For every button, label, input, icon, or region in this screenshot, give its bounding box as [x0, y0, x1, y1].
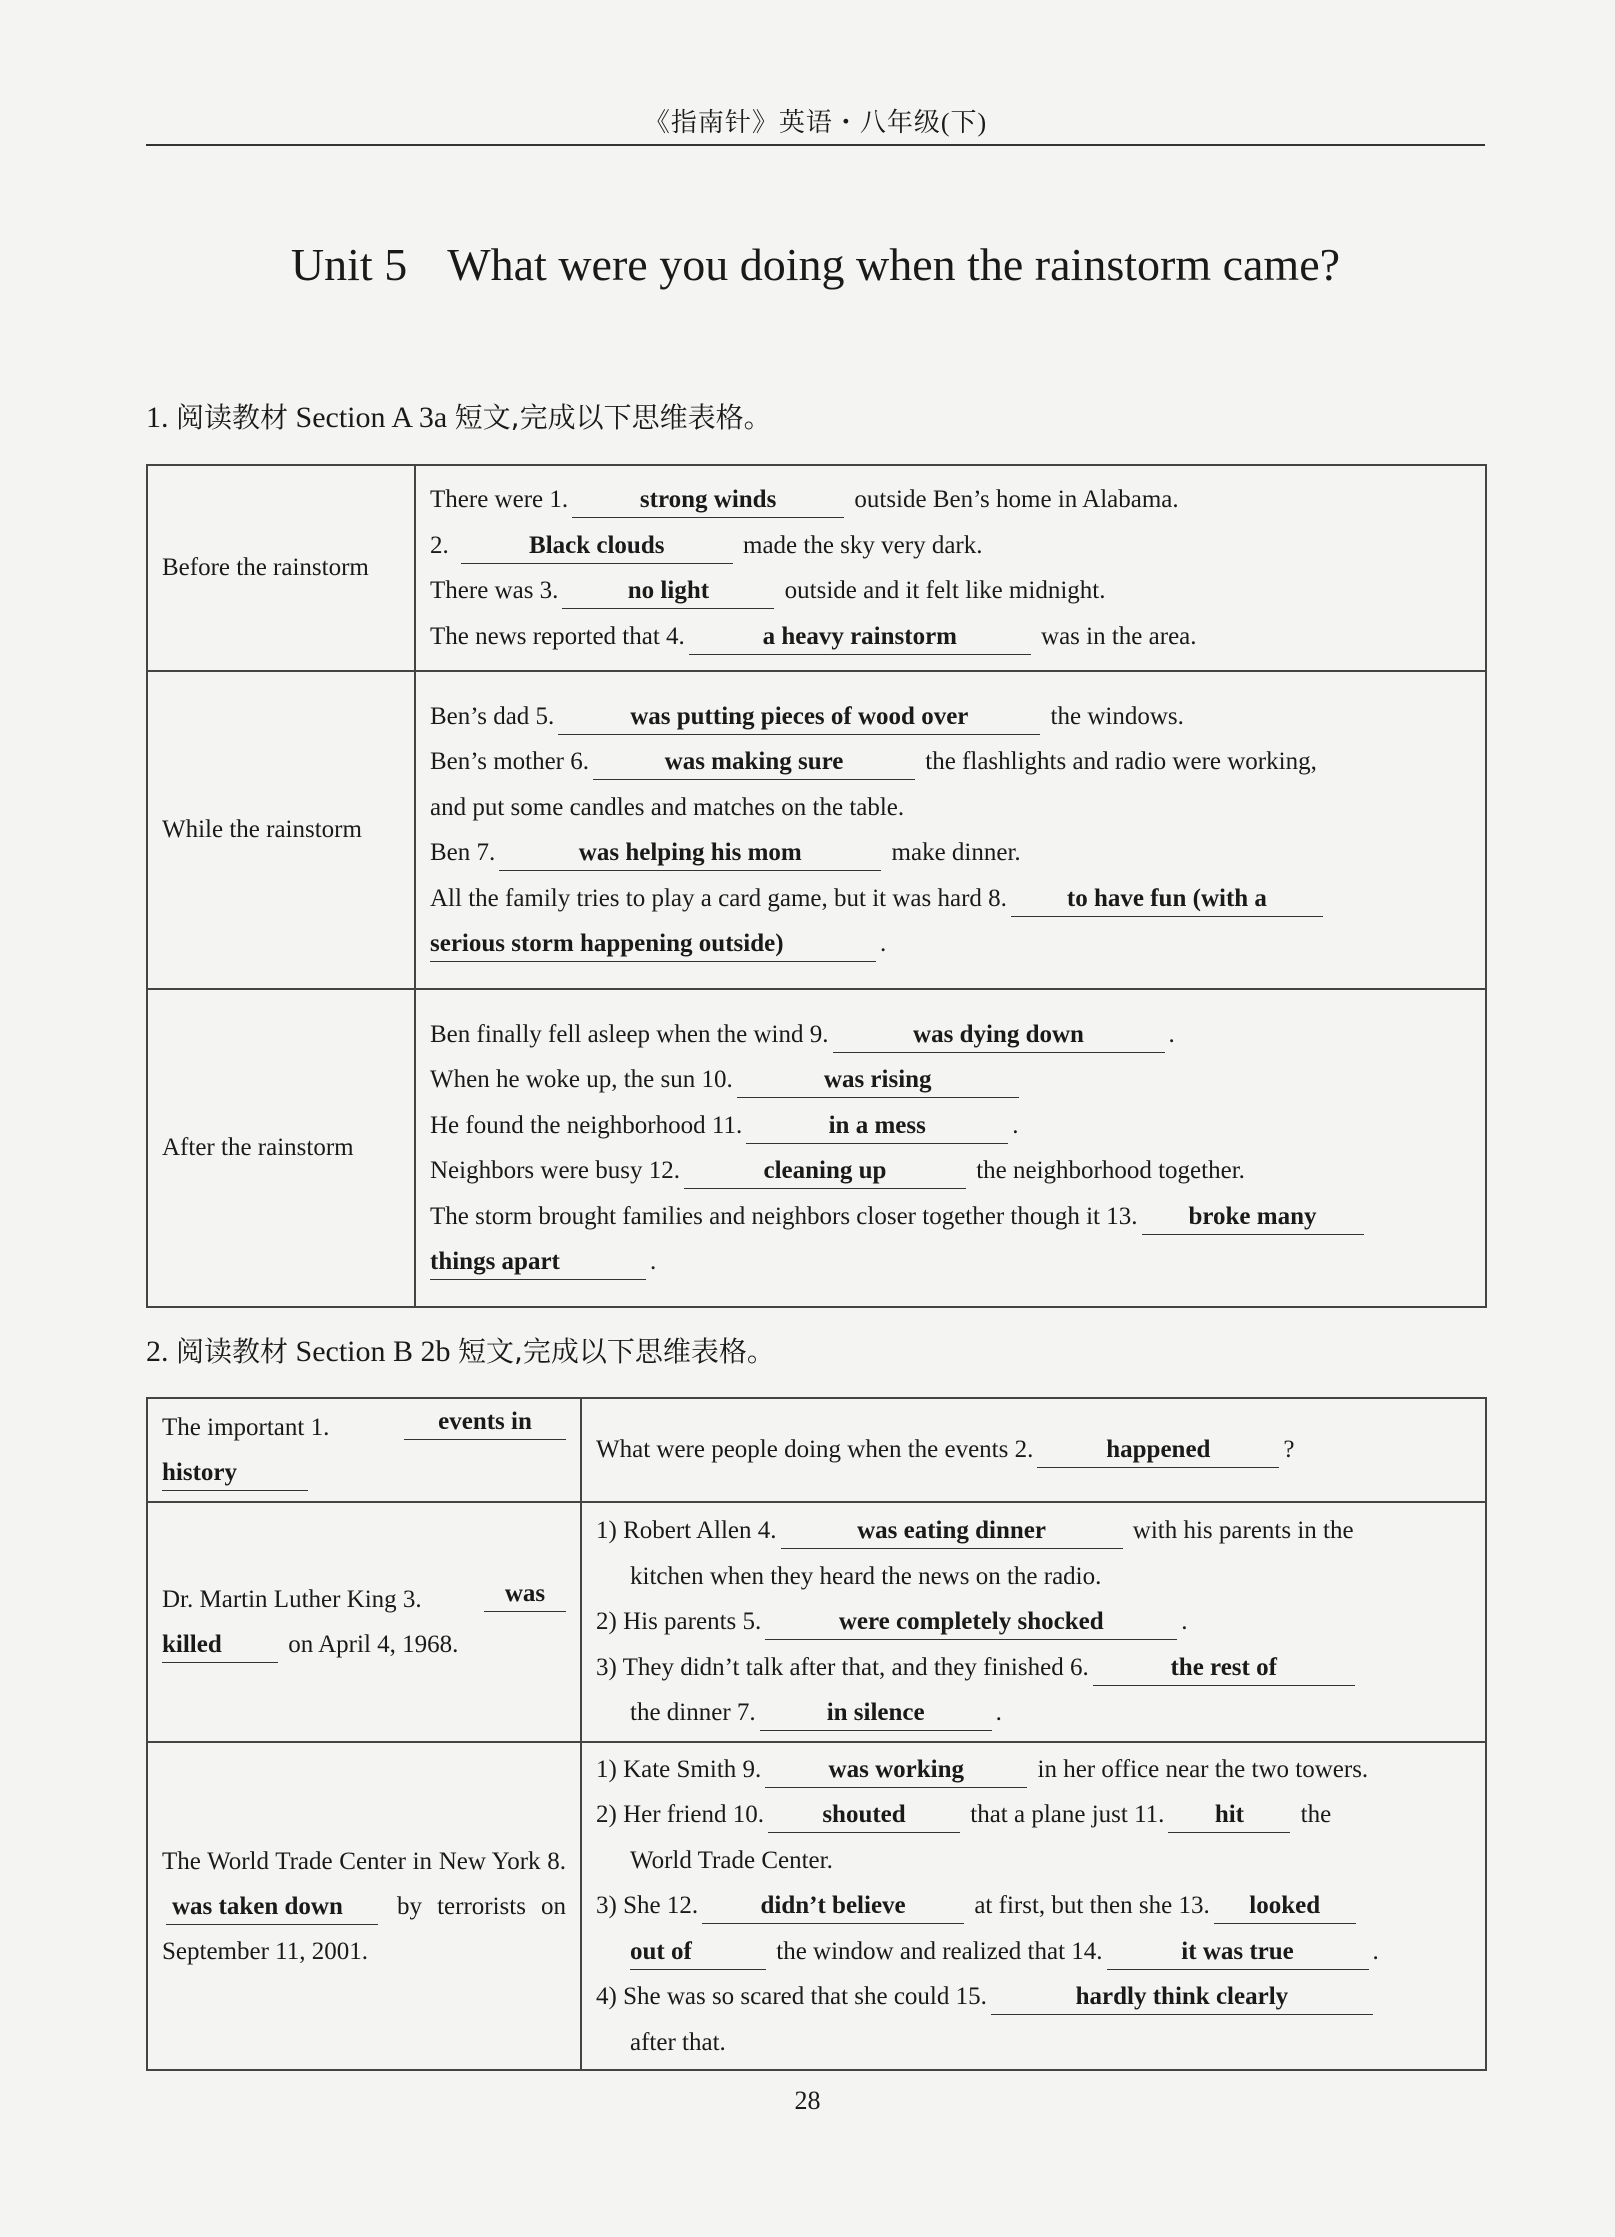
page-number: 28: [794, 2086, 821, 2115]
row-label: Before the rainstorm: [147, 465, 415, 671]
fill-line: and put some candles and matches on the table.: [430, 793, 905, 821]
answer-blank: broke many: [1142, 1200, 1364, 1235]
section-1-en: Section A 3a: [295, 401, 448, 434]
answer-blank: hardly think clearly: [991, 1980, 1373, 2015]
fill-line: World Trade Center.: [630, 1846, 833, 1874]
fill-line: Ben finally fell asleep when the wind 9. was dying down .: [430, 1012, 1471, 1058]
unit-title: [146, 238, 1485, 291]
answer-blank: killed: [162, 1628, 278, 1663]
fill-line: 4) She was so scared that she could 15. hardly think clearly: [596, 1974, 1471, 2020]
answer-blank: hit: [1168, 1798, 1290, 1833]
answer-blank: in a mess: [746, 1109, 1008, 1144]
section-2-number: 2.: [146, 1335, 169, 1368]
fill-line: The news reported that 4. a heavy rainstorm was in the area.: [430, 614, 1471, 660]
fill-line: serious storm happening outside) .: [430, 921, 1471, 967]
fill-line: 2) His parents 5. were completely shocked .: [596, 1599, 1471, 1645]
row-content: [581, 1742, 1486, 2070]
answer-blank: was making sure: [593, 745, 915, 780]
answer-blank: happened: [1037, 1433, 1279, 1468]
section-2-en: Section B 2b: [295, 1335, 451, 1368]
mind-table-2: [146, 1397, 1487, 2071]
answer-blank: things apart: [430, 1245, 646, 1280]
row-content: [581, 1502, 1486, 1742]
fill-line: There was 3. no light outside and it felt like midnight.: [430, 568, 1471, 614]
fill-line: Ben’s mother 6. was making sure the flashlights and radio were working,: [430, 739, 1471, 785]
fill-line: Ben 7. was helping his mom make dinner.: [430, 830, 1471, 876]
fill-line: 2. Black clouds made the sky very dark.: [430, 523, 1471, 569]
fill-line: kitchen when they heard the news on the radio.: [630, 1562, 1102, 1590]
row-content: [415, 989, 1486, 1307]
table-header-row: [147, 1398, 1486, 1502]
answer-blank: history: [162, 1456, 308, 1491]
answer-blank: it was true: [1107, 1935, 1369, 1970]
answer-blank: shouted: [768, 1798, 960, 1833]
unit-label: Unit 5: [290, 239, 408, 290]
answer-blank: looked: [1214, 1889, 1356, 1924]
event-cell: Dr. Martin Luther King 3. was killed on April 4, 1968.: [147, 1502, 581, 1742]
answer-blank: was eating dinner: [781, 1514, 1123, 1549]
fill-line: 3) They didn’t talk after that, and they finished 6. the rest of: [596, 1645, 1471, 1691]
answer-blank: was taken down: [166, 1890, 378, 1925]
unit-heading: What were you doing when the rainstorm came?: [447, 239, 1341, 290]
section-1-zh-a: 阅读教材: [176, 401, 289, 434]
answer-blank: out of: [630, 1935, 766, 1970]
mind-table-1: [146, 464, 1487, 1308]
answer-blank: in silence: [760, 1696, 992, 1731]
fill-line: 2) Her friend 10. shouted that a plane just 11. hit the: [596, 1792, 1471, 1838]
answer-blank: serious storm happening outside): [430, 927, 876, 962]
section-2-zh-b: 短文,完成以下思维表格。: [458, 1335, 775, 1368]
answer-blank: was putting pieces of wood over: [558, 700, 1040, 735]
section-1-zh-b: 短文,完成以下思维表格。: [454, 401, 772, 434]
row-label: After the rainstorm: [147, 989, 415, 1307]
answer-blank: was rising: [737, 1063, 1019, 1098]
table-row: [147, 989, 1486, 1307]
header-rule: [146, 144, 1485, 146]
answer-blank: strong winds: [572, 483, 844, 518]
running-header: 《指南针》英语・八年级(下): [643, 108, 988, 137]
answer-blank: no light: [562, 574, 774, 609]
answer-blank: was working: [765, 1753, 1027, 1788]
fill-line: Neighbors were busy 12. cleaning up the neighborhood together.: [430, 1148, 1471, 1194]
section-1-number: 1.: [146, 401, 169, 434]
section-1-title: [146, 396, 772, 436]
answer-blank: was helping his mom: [499, 836, 881, 871]
fill-line: 3) She 12. didn’t believe at first, but then she 13. looked: [596, 1883, 1471, 1929]
fill-line: out of the window and realized that 14. it was true .: [596, 1929, 1471, 1975]
answer-blank: didn’t believe: [702, 1889, 964, 1924]
answer-blank: Black clouds: [461, 529, 733, 564]
answer-blank: the rest of: [1093, 1651, 1355, 1686]
fill-line: things apart .: [430, 1239, 1471, 1285]
answer-blank: cleaning up: [684, 1154, 966, 1189]
answer-blank: were completely shocked: [765, 1605, 1177, 1640]
answer-blank: was dying down: [833, 1018, 1165, 1053]
table-row: [147, 465, 1486, 671]
table-row: [147, 1742, 1486, 2070]
fill-line: Ben’s dad 5. was putting pieces of wood over the windows.: [430, 694, 1471, 740]
table-row: [147, 1502, 1486, 1742]
answer-blank: was: [484, 1577, 566, 1612]
fill-line: When he woke up, the sun 10. was rising: [430, 1057, 1471, 1103]
section-2-title: [146, 1330, 775, 1370]
answer-blank: a heavy rainstorm: [689, 620, 1031, 655]
section-2-zh-a: 阅读教材: [176, 1335, 289, 1368]
fill-line: after that.: [630, 2028, 726, 2056]
answer-blank: to have fun (with a: [1011, 882, 1323, 917]
fill-line: The storm brought families and neighbors closer together though it 13. broke many: [430, 1194, 1471, 1240]
answer-blank: events in: [404, 1405, 566, 1440]
fill-line: 1) Robert Allen 4. was eating dinner with his parents in the: [596, 1508, 1471, 1554]
fill-line: All the family tries to play a card game, but it was hard 8. to have fun (with a: [430, 876, 1471, 922]
header-left-cell: The important 1. events in history: [147, 1398, 581, 1502]
event-cell: The World Trade Center in New York 8.was taken down by terrorists on September 11, 2001.: [147, 1742, 581, 2070]
row-label: While the rainstorm: [147, 671, 415, 989]
fill-line: the dinner 7. in silence .: [596, 1690, 1471, 1736]
fill-line: 1) Kate Smith 9. was working in her office near the two towers.: [596, 1747, 1471, 1793]
table-row: [147, 671, 1486, 989]
fill-line: There were 1. strong winds outside Ben’s home in Alabama.: [430, 477, 1471, 523]
header-right-cell: What were people doing when the events 2. happened ?: [581, 1398, 1486, 1502]
fill-line: He found the neighborhood 11. in a mess .: [430, 1103, 1471, 1149]
row-content: [415, 465, 1486, 671]
row-content: [415, 671, 1486, 989]
